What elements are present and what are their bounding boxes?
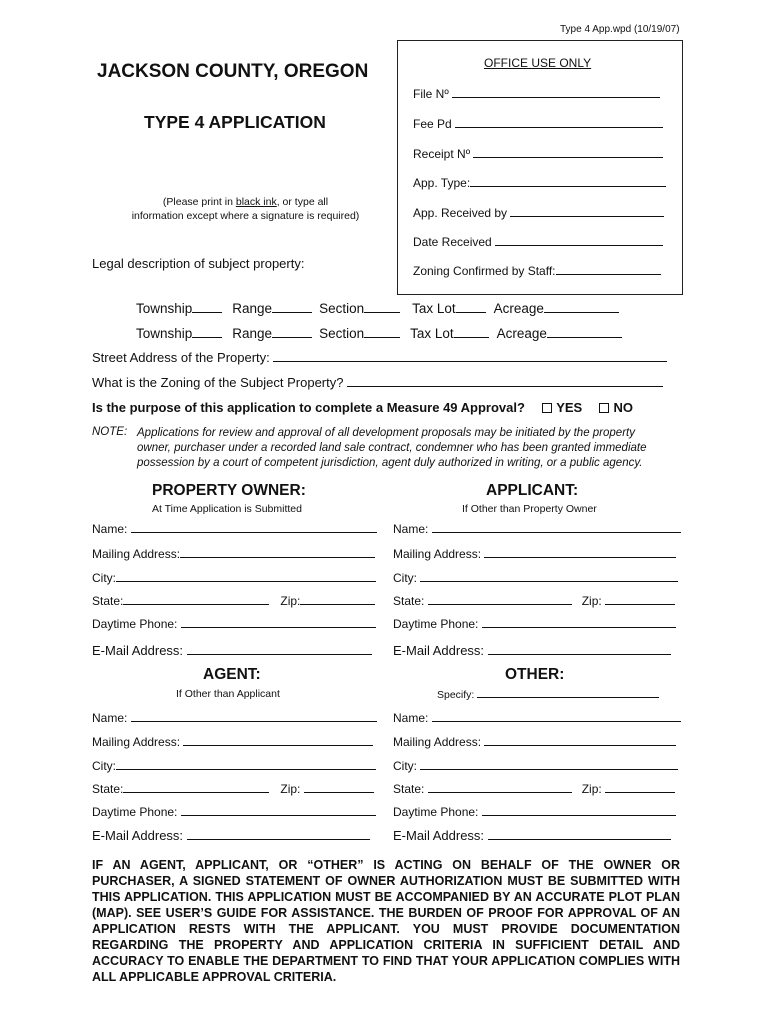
other-state-line[interactable] <box>428 782 572 793</box>
agent-city-label: City: <box>92 759 116 773</box>
range-label: Range <box>232 301 273 316</box>
applicant-name-label: Name: <box>393 522 429 536</box>
agent-city-field[interactable] <box>92 759 376 773</box>
app-type-field[interactable] <box>413 175 666 190</box>
acreage-label: Acreage <box>496 326 547 341</box>
township-row-1[interactable] <box>136 301 619 316</box>
owner-name-line[interactable] <box>131 522 377 533</box>
yes-checkbox[interactable] <box>542 403 552 413</box>
instructions-pre: (Please print in <box>162 196 236 208</box>
other-zip-label: Zip: <box>581 782 602 796</box>
applicant-email-line[interactable] <box>488 644 671 655</box>
owner-mailing-line[interactable] <box>180 547 375 558</box>
applicant-state-label: State: <box>393 594 425 608</box>
agent-mailing-field[interactable] <box>92 735 373 749</box>
date-received-line[interactable] <box>495 234 663 246</box>
other-specify-field[interactable] <box>437 688 659 701</box>
fee-pd-field[interactable] <box>413 116 663 131</box>
owner-zip-line[interactable] <box>300 594 375 605</box>
file-no-line[interactable] <box>452 86 660 98</box>
app-type-label: App. Type: <box>413 176 471 190</box>
file-no-label: File Nº <box>413 87 449 101</box>
note-line-2: owner, purchaser under a recorded land sale contract, condemner who has been granted immediate <box>137 442 647 454</box>
other-specify-line[interactable] <box>477 688 659 698</box>
applicant-zip-line[interactable] <box>605 594 675 605</box>
no-checkbox[interactable] <box>599 403 609 413</box>
other-email-label: E-Mail Address: <box>393 828 485 843</box>
township-line[interactable] <box>192 301 222 313</box>
owner-email-line[interactable] <box>187 644 372 655</box>
document-id: Type 4 App.wpd (10/19/07) <box>560 24 680 35</box>
owner-phone-label: Daytime Phone: <box>92 617 178 631</box>
other-mailing-label: Mailing Address: <box>393 735 482 749</box>
no-label: NO <box>613 400 633 415</box>
receipt-no-label: Receipt Nº <box>413 147 471 161</box>
yes-label: YES <box>556 400 583 415</box>
section-line[interactable] <box>364 301 400 313</box>
agent-state-field[interactable] <box>92 782 374 796</box>
owner-section-title: PROPERTY OWNER: <box>152 482 306 499</box>
agent-state-label: State: <box>92 782 124 796</box>
file-no-field[interactable] <box>413 86 660 101</box>
fee-pd-label: Fee Pd <box>413 117 452 131</box>
section-label: Section <box>319 326 365 341</box>
acreage-label: Acreage <box>493 301 544 316</box>
app-received-field[interactable] <box>413 205 664 220</box>
other-mailing-field[interactable] <box>393 735 676 749</box>
measure49-row <box>92 400 633 415</box>
applicant-city-line[interactable] <box>420 571 678 582</box>
owner-state-line[interactable] <box>123 594 269 605</box>
app-received-label: App. Received by <box>413 206 508 220</box>
applicant-state-line[interactable] <box>428 594 572 605</box>
street-address-field[interactable] <box>92 350 667 365</box>
zoning-field[interactable] <box>92 375 663 390</box>
other-phone-label: Daytime Phone: <box>393 805 479 819</box>
applicant-email-label: E-Mail Address: <box>393 643 485 658</box>
township-label: Township <box>136 301 193 316</box>
note-line-1: Applications for review and approval of all development proposals may be initiated by the property <box>137 427 635 439</box>
owner-section-subtitle: At Time Application is Submitted <box>152 503 302 515</box>
authorization-statement: IF AN AGENT, APPLICANT, OR “OTHER” IS ACTING ON BEHALF OF THE OWNER OR PURCHASER, A SIGNED STATEMENT OF OWNER AUTHORIZATION MUST BE SUBMITTED WITH THIS APPLICATION. THIS APPLICATION MUST BE ACCOMPANIED BY AN ACCURATE PLOT PLAN (MAP). SEE USER’S GUIDE FOR ASSISTANCE. THE BURDEN OF PROOF FOR APPROVAL OF AN APPLICATION RESTS WITH THE APPLICANT. YOU MUST PROVIDE DOCUMENTATION REGARDING THE PROPERTY AND APPLICATION CRITERIA IN SUFFICIENT DETAIL AND ACCURACY TO ENABLE THE DEPARTMENT TO FIND THAT YOUR APPLICATION COMPLIES WITH ALL APPLICABLE APPROVAL CRITERIA. <box>92 858 680 984</box>
agent-phone-line[interactable] <box>181 805 376 816</box>
tax-lot-label: Tax Lot <box>412 301 456 316</box>
zoning-confirmed-label: Zoning Confirmed by Staff: <box>413 264 556 278</box>
agent-section-subtitle: If Other than Applicant <box>176 688 280 700</box>
owner-mailing-field[interactable] <box>92 547 375 561</box>
agent-email-label: E-Mail Address: <box>92 828 184 843</box>
applicant-phone-label: Daytime Phone: <box>393 617 479 631</box>
other-email-line[interactable] <box>488 829 671 840</box>
other-city-label: City: <box>393 759 417 773</box>
applicant-email-field[interactable] <box>393 643 671 658</box>
agent-phone-field[interactable] <box>92 805 376 819</box>
app-type-line[interactable] <box>470 175 666 187</box>
owner-mailing-label: Mailing Address: <box>92 547 181 561</box>
acreage-line[interactable] <box>547 326 622 338</box>
street-address-label: Street Address of the Property: <box>92 350 270 365</box>
other-section-title: OTHER: <box>505 666 565 683</box>
applicant-name-field[interactable] <box>393 522 681 536</box>
acreage-line[interactable] <box>544 301 619 313</box>
applicant-section-title: APPLICANT: <box>486 482 579 499</box>
agent-name-line[interactable] <box>131 711 377 722</box>
zoning-label: What is the Zoning of the Subject Property? <box>92 375 344 390</box>
applicant-name-line[interactable] <box>432 522 681 533</box>
note-label: NOTE: <box>92 426 128 438</box>
range-line[interactable] <box>272 326 312 338</box>
applicant-mailing-line[interactable] <box>484 547 676 558</box>
owner-zip-label: Zip: <box>280 594 301 608</box>
other-name-field[interactable] <box>393 711 681 725</box>
other-city-field[interactable] <box>393 759 678 773</box>
applicant-zip-label: Zip: <box>581 594 602 608</box>
zoning-line[interactable] <box>347 375 663 387</box>
agent-email-field[interactable] <box>92 828 370 843</box>
applicant-phone-field[interactable] <box>393 617 676 631</box>
section-label: Section <box>319 301 365 316</box>
township-label: Township <box>136 326 193 341</box>
fee-pd-line[interactable] <box>455 116 663 128</box>
applicant-phone-line[interactable] <box>482 617 676 628</box>
applicant-city-field[interactable] <box>393 571 678 585</box>
applicant-section-subtitle: If Other than Property Owner <box>462 503 597 515</box>
township-row-2[interactable] <box>136 326 622 341</box>
owner-city-field[interactable] <box>92 571 376 585</box>
owner-phone-field[interactable] <box>92 617 376 631</box>
agent-name-field[interactable] <box>92 711 377 725</box>
range-line[interactable] <box>272 301 312 313</box>
other-zip-line[interactable] <box>605 782 675 793</box>
other-name-label: Name: <box>393 711 429 725</box>
agent-phone-label: Daytime Phone: <box>92 805 178 819</box>
owner-name-field[interactable] <box>92 522 377 536</box>
tax-lot-label: Tax Lot <box>410 326 454 341</box>
agent-state-line[interactable] <box>123 782 269 793</box>
agent-mailing-label: Mailing Address: <box>92 735 181 749</box>
note-line-3: possession by a court of competent jurisdiction, agent duly authorized in writing, or a public agency. <box>137 457 643 469</box>
owner-city-label: City: <box>92 571 116 585</box>
instructions-post: , or type all <box>276 196 329 208</box>
agent-mailing-line[interactable] <box>183 735 373 746</box>
tax-lot-line[interactable] <box>454 326 489 338</box>
owner-state-field[interactable] <box>92 594 375 608</box>
owner-email-field[interactable] <box>92 643 372 658</box>
tax-lot-line[interactable] <box>456 301 486 313</box>
agent-email-line[interactable] <box>187 829 370 840</box>
other-city-line[interactable] <box>420 759 678 770</box>
other-state-label: State: <box>393 782 425 796</box>
applicant-mailing-field[interactable] <box>393 547 676 561</box>
owner-state-label: State: <box>92 594 124 608</box>
township-line[interactable] <box>192 326 222 338</box>
other-state-field[interactable] <box>393 782 675 796</box>
note-text <box>137 426 647 471</box>
office-use-title: OFFICE USE ONLY <box>484 56 592 70</box>
applicant-city-label: City: <box>393 571 417 585</box>
owner-phone-line[interactable] <box>181 617 376 628</box>
date-received-label: Date Received <box>413 235 492 249</box>
agent-section-title: AGENT: <box>203 666 261 683</box>
form-title: TYPE 4 APPLICATION <box>144 112 326 132</box>
instructions-link: black ink <box>235 196 277 208</box>
range-label: Range <box>232 326 273 341</box>
street-address-line[interactable] <box>273 350 667 362</box>
other-name-line[interactable] <box>432 711 681 722</box>
measure49-question: Is the purpose of this application to complete a Measure 49 Approval? <box>92 400 525 415</box>
owner-city-line[interactable] <box>116 571 376 582</box>
zoning-confirmed-field[interactable] <box>413 263 661 278</box>
county-title: JACKSON COUNTY, OREGON <box>97 61 369 82</box>
agent-name-label: Name: <box>92 711 128 725</box>
zoning-confirmed-line[interactable] <box>556 263 661 275</box>
other-phone-line[interactable] <box>482 805 676 816</box>
instructions-line2: information except where a signature is required) <box>131 210 360 222</box>
agent-city-line[interactable] <box>116 759 376 770</box>
receipt-no-field[interactable] <box>413 146 663 161</box>
agent-zip-label: Zip: <box>280 782 301 796</box>
office-use-box <box>397 40 683 295</box>
owner-name-label: Name: <box>92 522 128 536</box>
legal-description-label: Legal description of subject property: <box>92 256 305 271</box>
receipt-no-line[interactable] <box>473 146 663 158</box>
print-instructions <box>118 195 373 223</box>
other-email-field[interactable] <box>393 828 671 843</box>
other-mailing-line[interactable] <box>484 735 676 746</box>
applicant-state-field[interactable] <box>393 594 675 608</box>
section-line[interactable] <box>364 326 400 338</box>
date-received-field[interactable] <box>413 234 663 249</box>
other-specify-label: Specify: <box>437 689 475 701</box>
applicant-mailing-label: Mailing Address: <box>393 547 482 561</box>
agent-zip-line[interactable] <box>304 782 374 793</box>
app-received-line[interactable] <box>510 205 664 217</box>
owner-email-label: E-Mail Address: <box>92 643 184 658</box>
other-phone-field[interactable] <box>393 805 676 819</box>
